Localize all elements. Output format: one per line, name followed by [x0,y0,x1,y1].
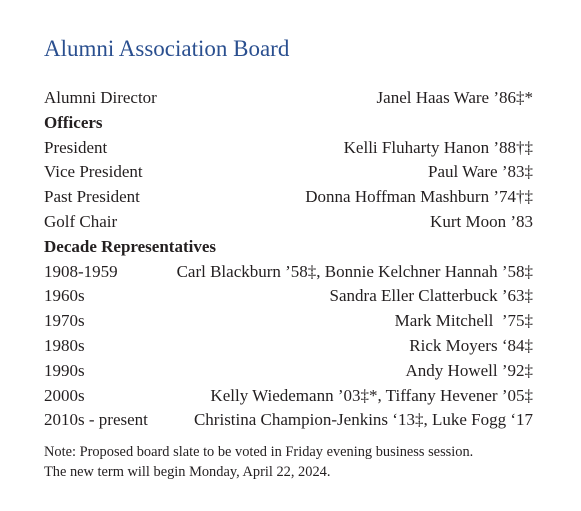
member-name: Kelli Fluharty Hanon ’88†‡ [343,137,533,157]
member-name: Sandra Eller Clatterbuck ’63‡ [329,286,533,306]
decade-row [44,334,533,359]
decade-row [44,359,533,384]
member-name: Paul Ware ’83‡ [427,162,533,182]
role-label: President [44,137,108,157]
page-title: Alumni Association Board [44,36,290,61]
decade-label: 1980s [44,335,85,355]
alumni-board-listing [44,34,533,482]
decade-label: 2000s [44,385,85,405]
decade-row [44,260,533,285]
director-row [44,86,533,111]
role-label: Past President [44,187,140,207]
officer-row [44,136,533,161]
footnote-line: Note: Proposed board slate to be voted in Friday evening business session. [44,444,474,461]
section-heading-decade-representatives: Decade Representatives [44,236,217,256]
decade-label: 1970s [44,311,85,331]
decade-label: 1990s [44,360,85,380]
decade-label: 1960s [44,286,85,306]
officer-row [44,160,533,185]
member-name: Mark Mitchell ’75‡ [394,311,533,331]
decade-row [44,408,533,433]
member-name: Kelly Wiedemann ’03‡*, Tiffany Hevener ’05‡ [210,385,533,405]
member-name: Carl Blackburn ’58‡, Bonnie Kelchner Hannah ’58‡ [176,261,533,281]
member-name: Christina Champion-Jenkins ‘13‡, Luke Fogg ‘17 [193,410,533,430]
decade-row [44,284,533,309]
member-name: Kurt Moon ’83 [430,211,533,231]
member-name: Donna Hoffman Mashburn ’74†‡ [305,187,533,207]
role-label: Vice President [44,162,143,182]
member-name: Andy Howell ’92‡ [405,360,533,380]
decade-label: 1908-1959 [44,261,118,281]
member-name: Janel Haas Ware ’86‡* [376,88,533,107]
decade-row [44,384,533,409]
officer-row [44,185,533,210]
footnote-line: The new term will begin Monday, April 22, 2024. [44,464,331,481]
decade-label: 2010s - present [44,410,148,430]
section-heading-officers: Officers [44,112,103,132]
officer-row [44,210,533,235]
role-label: Golf Chair [44,211,118,231]
role-label: Alumni Director [44,88,157,107]
decade-row [44,309,533,334]
footnote [44,442,533,482]
member-name: Rick Moyers ‘84‡ [409,335,533,355]
board-roster [44,86,533,433]
